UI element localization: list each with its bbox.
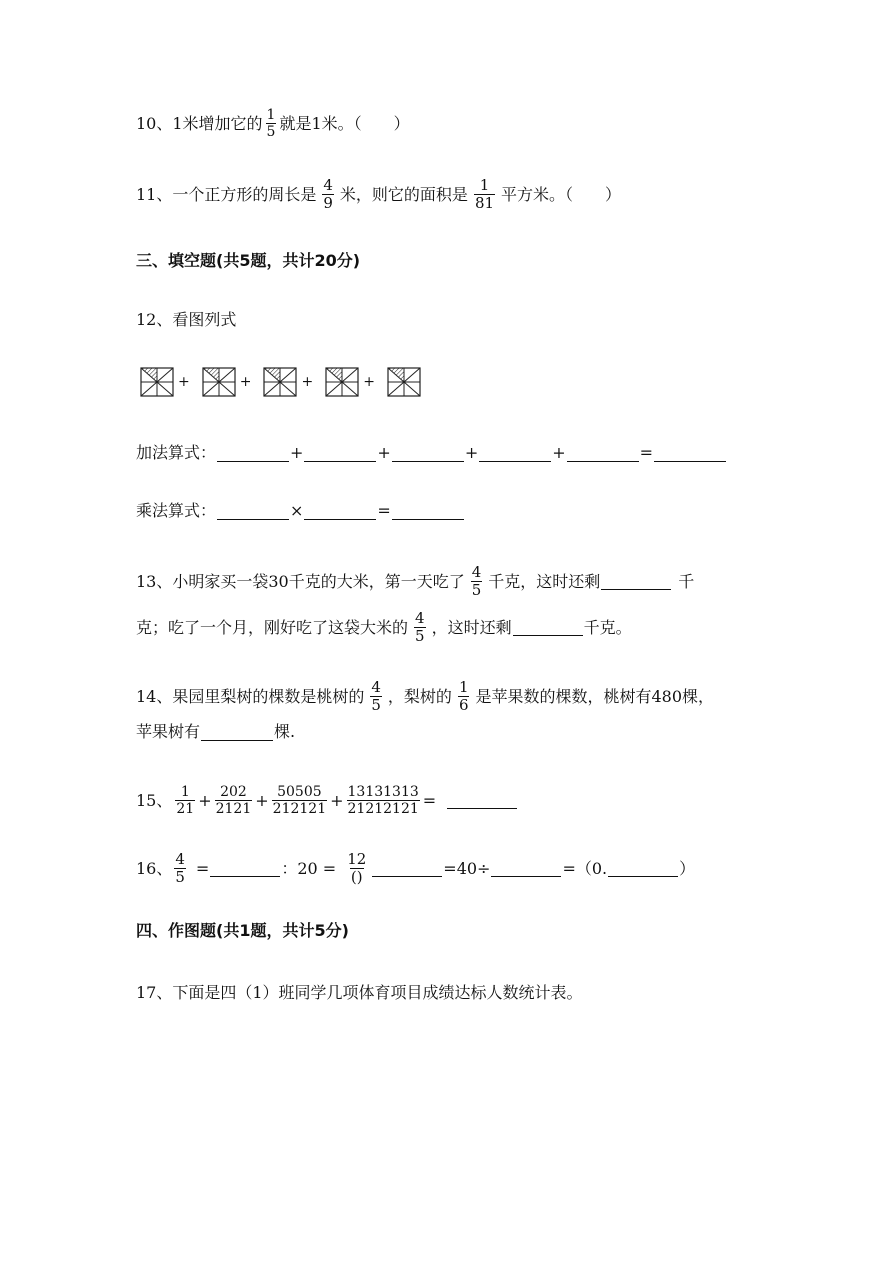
equals-sign: = — [377, 501, 391, 520]
answer-blank[interactable] — [372, 860, 442, 877]
plus-sign: + — [239, 374, 252, 390]
question-14-line-2 — [136, 722, 295, 742]
q16-colon20: ：20 = — [281, 858, 337, 878]
question-16 — [136, 852, 695, 885]
q10-prefix: 10、1米增加它的 — [136, 113, 263, 133]
plus-sign: + — [301, 374, 314, 390]
question-17: 17、下面是四（1）班同学几项体育项目成绩达标人数统计表。 — [136, 983, 583, 1002]
answer-blank[interactable] — [654, 445, 726, 462]
answer-blank[interactable] — [217, 445, 289, 462]
answer-blank[interactable] — [217, 503, 289, 520]
q11-suffix: 平方米。（ ） — [501, 184, 622, 204]
plus-sign: + — [290, 443, 304, 462]
q16-eq-par: =（0. — [562, 858, 608, 878]
q10-suffix: 就是1米。（ ） — [279, 113, 410, 133]
q15-fraction-4: $\frac{13131313}{21212121}$ — [347, 784, 419, 817]
answer-blank[interactable] — [567, 445, 639, 462]
section-3-heading: 三、填空题(共5题，共计20分) — [136, 251, 361, 270]
q14-prefix: 14、果园里梨树的棵数是桃树的 — [136, 686, 365, 706]
times-sign: × — [290, 501, 304, 520]
q13-mid: 千克，这时还剩 — [488, 571, 601, 591]
fraction-box-icon — [202, 367, 236, 397]
section-4-heading: 四、作图题(共1题，共计5分) — [136, 921, 349, 940]
equals-sign: = — [639, 443, 654, 462]
question-11 — [136, 178, 621, 211]
plus-sign: + — [464, 443, 479, 462]
answer-blank[interactable] — [304, 445, 376, 462]
q16-fraction-2: $\frac{12}{()}$ — [347, 850, 367, 886]
answer-blank[interactable] — [601, 573, 671, 590]
fraction-box-icon — [387, 367, 421, 397]
q16-close: ） — [679, 858, 696, 878]
plus-sign: + — [330, 790, 344, 810]
plus-sign: + — [255, 790, 269, 810]
plus-sign: + — [363, 374, 375, 390]
answer-blank[interactable] — [608, 860, 678, 877]
q13-fraction-1: $\frac{4}{5}$ — [471, 563, 482, 599]
answer-blank[interactable] — [392, 503, 464, 520]
answer-blank[interactable] — [447, 792, 517, 809]
q12-mul-label: 乘法算式： — [136, 501, 217, 520]
answer-blank[interactable] — [210, 860, 280, 877]
q14-line2-prefix: 苹果树有 — [136, 722, 201, 741]
q12-multiplication-line — [136, 501, 465, 521]
answer-blank[interactable] — [201, 724, 273, 741]
q13-line2-mid: ，这时还剩 — [431, 617, 512, 637]
q14-fraction-2: $\frac{1}{6}$ — [458, 678, 469, 714]
question-13-line-1 — [136, 565, 694, 598]
q14-fraction-1: $\frac{4}{5}$ — [371, 678, 381, 714]
answer-blank[interactable] — [304, 503, 376, 520]
q13-fraction-2: $\frac{4}{5}$ — [415, 609, 425, 645]
plus-sign: + — [552, 443, 566, 462]
answer-blank[interactable] — [479, 445, 551, 462]
fraction-box-icon — [140, 367, 174, 397]
q12-addition-line — [136, 443, 727, 463]
answer-blank[interactable] — [513, 619, 583, 636]
q15-fraction-1: $\frac{1}{21}$ — [176, 784, 195, 817]
answer-blank[interactable] — [491, 860, 561, 877]
q14-suffix: 是苹果数的棵数，桃树有480棵， — [475, 686, 715, 706]
q14-mid: ，梨树的 — [387, 686, 452, 706]
question-15 — [136, 785, 518, 816]
q11-fraction-2: $\frac{1}{81}$ — [474, 176, 495, 212]
q11-fraction-1: $\frac{4}{9}$ — [323, 176, 333, 212]
question-14-line-1 — [136, 680, 714, 713]
question-13-line-2 — [136, 611, 632, 644]
q13-line2-end: 千克。 — [583, 617, 632, 637]
q15-fraction-2: $\frac{202}{2121}$ — [215, 784, 252, 817]
question-10 — [136, 108, 410, 139]
q14-line2-end: 棵. — [274, 722, 296, 741]
q13-line2-prefix: 克；吃了一个月，刚好吃了这袋大米的 — [136, 617, 409, 637]
q15-prefix: 15、 — [136, 790, 173, 810]
answer-blank[interactable] — [392, 445, 464, 462]
q16-prefix: 16、 — [136, 858, 173, 878]
q13-prefix: 13、小明家买一袋30千克的大米，第一天吃了 — [136, 571, 465, 591]
q11-prefix: 11、一个正方形的周长是 — [136, 184, 317, 204]
q16-eq-div: =40÷ — [443, 858, 491, 878]
q12-add-label: 加法算式： — [136, 443, 217, 462]
q12-figure — [140, 367, 421, 397]
equals-sign: = — [195, 858, 210, 878]
fraction-box-icon — [325, 367, 359, 397]
q10-fraction: $\frac{1}{5}$ — [266, 107, 276, 140]
fraction-box-icon — [263, 367, 297, 397]
plus-sign: + — [178, 374, 190, 390]
q13-line1-end: 千 — [678, 571, 695, 591]
plus-sign: + — [198, 790, 212, 810]
equals-sign: = — [422, 790, 437, 810]
question-12-title: 12、看图列式 — [136, 310, 237, 329]
q15-fraction-3: $\frac{50505}{212121}$ — [272, 784, 327, 817]
plus-sign: + — [377, 443, 391, 462]
q11-mid: 米，则它的面积是 — [339, 184, 468, 204]
q16-fraction-1: $\frac{4}{5}$ — [175, 850, 185, 886]
